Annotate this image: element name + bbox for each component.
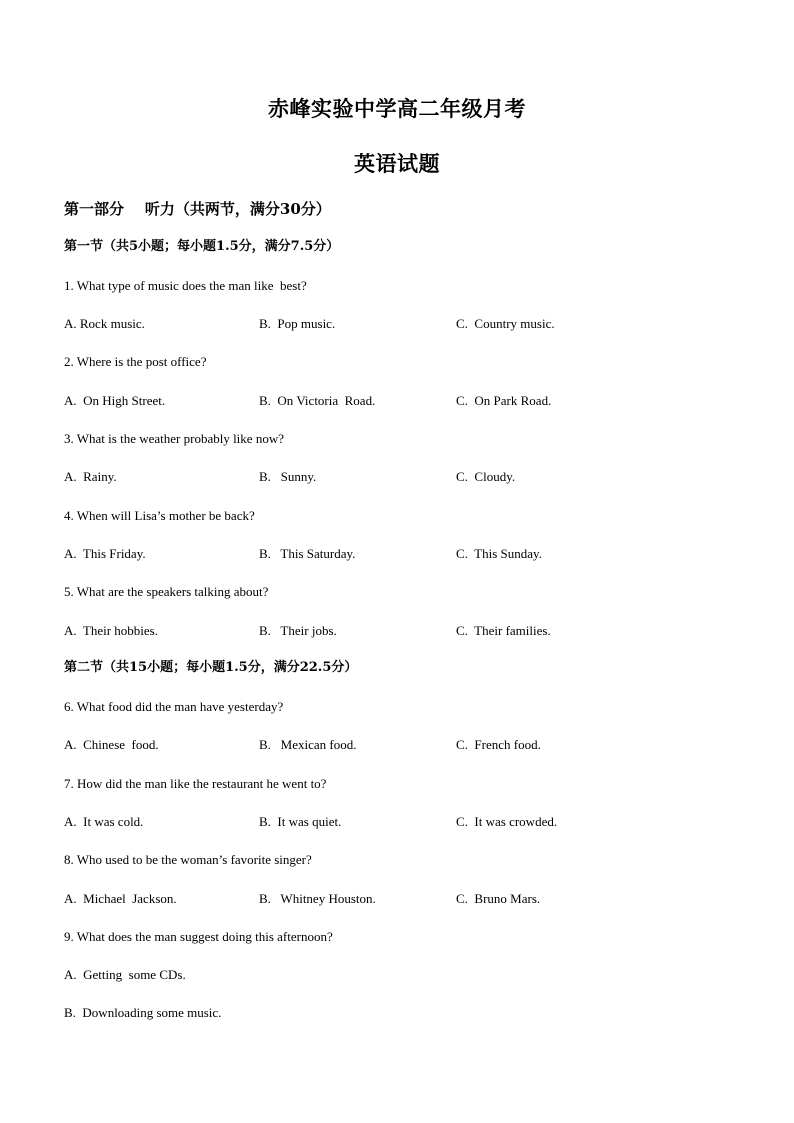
q4-option-a: A. This Friday.	[64, 546, 146, 561]
question-5: 5. What are the speakers talking about?	[64, 584, 269, 599]
question-9: 9. What does the man suggest doing this afternoon?	[64, 929, 333, 944]
exam-subtitle: 英语试题	[354, 151, 440, 176]
q6-option-b: B. Mexican food.	[259, 737, 357, 752]
exam-title: 赤峰实验中学高二年级月考	[268, 96, 526, 121]
q3-option-b: B. Sunny.	[259, 469, 317, 484]
part1-heading: 第一部分 听力（共两节，满分30分）	[64, 200, 331, 218]
section2-heading: 第二节（共15小题；每小题1.5分，满分22.5分）	[64, 660, 358, 675]
q9-option-b: B. Downloading some music.	[64, 1005, 222, 1020]
section1-heading: 第一节（共5小题；每小题1.5分，满分7.5分）	[64, 239, 340, 254]
q3-option-c: C. Cloudy.	[456, 469, 516, 484]
q1-option-b: B. Pop music.	[259, 316, 336, 331]
q8-option-c: C. Bruno Mars.	[456, 891, 541, 906]
q7-option-a: A. It was cold.	[64, 814, 144, 829]
q5-option-a: A. Their hobbies.	[64, 623, 158, 638]
q6-option-c: C. French food.	[456, 737, 541, 752]
question-8: 8. Who used to be the woman’s favorite singer?	[64, 852, 312, 867]
question-3: 3. What is the weather probably like now?	[64, 431, 284, 446]
question-1: 1. What type of music does the man like best?	[64, 278, 307, 293]
q4-option-c: C. This Sunday.	[456, 546, 542, 561]
q1-option-a: A. Rock music.	[64, 316, 145, 331]
question-4: 4. When will Lisa’s mother be back?	[64, 508, 255, 523]
q8-option-a: A. Michael Jackson.	[64, 891, 177, 906]
question-6: 6. What food did the man have yesterday?	[64, 699, 284, 714]
q2-option-a: A. On High Street.	[64, 393, 166, 408]
q2-option-b: B. On Victoria Road.	[259, 393, 376, 408]
q7-option-c: C. It was crowded.	[456, 814, 558, 829]
q5-option-b: B. Their jobs.	[259, 623, 337, 638]
q9-option-a: A. Getting some CDs.	[64, 967, 186, 982]
q2-option-c: C. On Park Road.	[456, 393, 552, 408]
q7-option-b: B. It was quiet.	[259, 814, 342, 829]
q3-option-a: A. Rainy.	[64, 469, 117, 484]
question-2: 2. Where is the post office?	[64, 354, 207, 369]
q4-option-b: B. This Saturday.	[259, 546, 356, 561]
q6-option-a: A. Chinese food.	[64, 737, 159, 752]
question-7: 7. How did the man like the restaurant he went to?	[64, 776, 327, 791]
q8-option-b: B. Whitney Houston.	[259, 891, 376, 906]
q1-option-c: C. Country music.	[456, 316, 555, 331]
q5-option-c: C. Their families.	[456, 623, 551, 638]
